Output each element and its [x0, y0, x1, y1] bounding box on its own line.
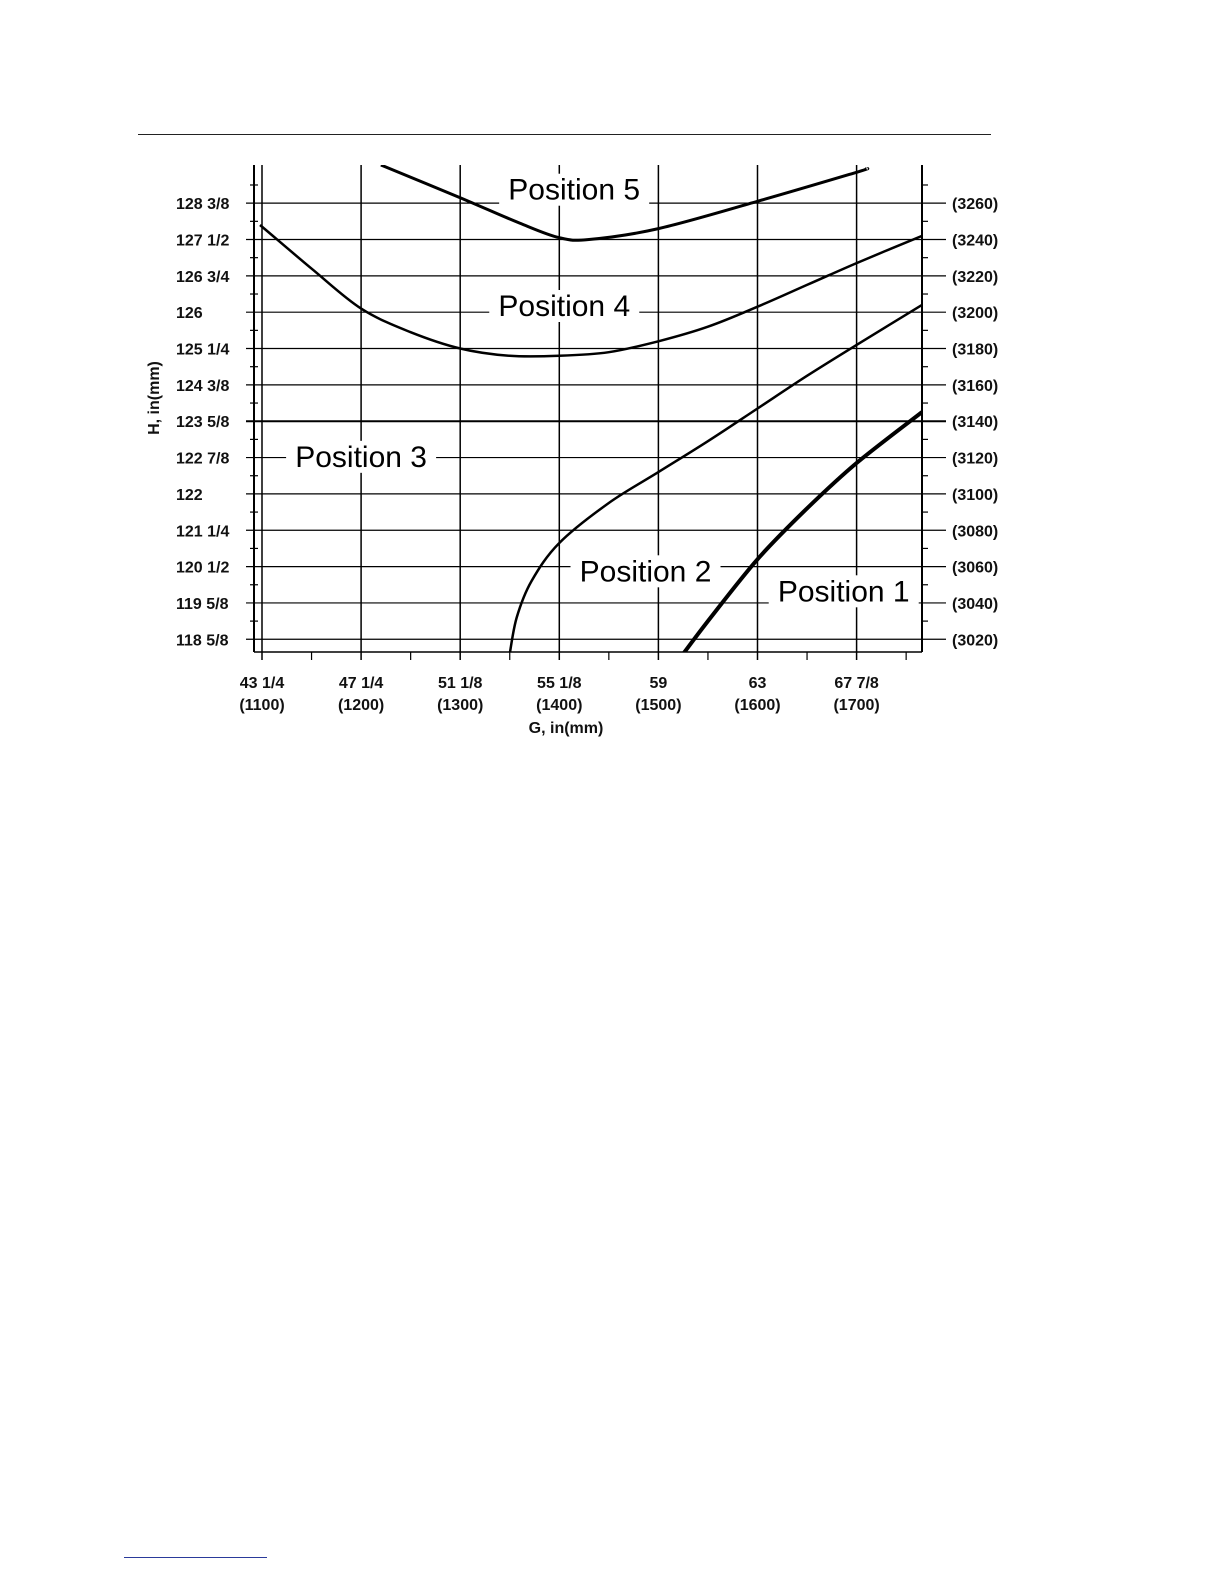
x-tick-label-in: 67 7/8	[834, 675, 879, 692]
y-tick-label-in: 126 3/4	[176, 268, 230, 286]
y-tick-label-in: 123 5/8	[176, 414, 230, 432]
y-tick-label-mm: (3040)	[952, 595, 999, 613]
x-tick-label-mm: (1500)	[635, 697, 682, 714]
x-tick-label-in: 51 1/8	[437, 675, 483, 692]
y-tick-label-mm: (3180)	[952, 341, 999, 359]
y-tick-label-in: 126	[176, 305, 203, 323]
y-tick-label-mm: (3200)	[952, 305, 999, 323]
y-tick-label-mm: (3260)	[952, 196, 999, 214]
y-tick-label-mm: (3020)	[952, 632, 999, 650]
bottom-rule	[124, 1557, 267, 1558]
y-tick-label-mm: (3080)	[952, 523, 999, 541]
y-tick-label-mm: (3060)	[952, 559, 999, 577]
x-tick-label-in: 43 1/4	[239, 675, 285, 692]
x-tick-label-mm: (1400)	[536, 697, 583, 714]
y-tick-label-in: 118 5/8	[176, 632, 229, 650]
y-tick-label-mm: (3140)	[952, 414, 999, 432]
x-tick-label-mm: (1300)	[437, 697, 484, 714]
y-tick-label-mm: (3100)	[952, 486, 999, 504]
label-position-4: Position 4	[498, 290, 631, 324]
y-tick-label-in: 125 1/4	[176, 341, 230, 359]
y-tick-label-in: 119 5/8	[176, 595, 229, 613]
x-tick-label-mm: (1100)	[239, 697, 285, 714]
y-tick-label-in: 122	[176, 486, 203, 504]
x-tick-label-in: 63	[748, 675, 767, 692]
series-line-position-1	[683, 412, 922, 654]
x-tick-label-in: 47 1/4	[338, 675, 384, 692]
y-tick-label-in: 120 1/2	[176, 559, 230, 577]
x-tick-label-mm: (1200)	[337, 697, 385, 714]
x-tick-label-in: 55 1/8	[537, 675, 582, 692]
label-position-2: Position 2	[579, 555, 712, 589]
y-tick-label-mm: (3240)	[952, 232, 999, 250]
chart-svg	[0, 0, 1224, 760]
y-tick-label-mm: (3120)	[952, 450, 999, 468]
x-tick-label-mm: (1700)	[833, 697, 880, 714]
y-tick-label-in: 122 7/8	[176, 450, 230, 468]
y-tick-label-in: 128 3/8	[176, 196, 230, 214]
label-position-5: Position 5	[508, 173, 641, 207]
y-tick-label-in: 121 1/4	[176, 523, 230, 541]
y-tick-label-mm: (3220)	[952, 268, 999, 286]
label-position-1: Position 1	[777, 575, 910, 609]
label-position-3: Position 3	[295, 440, 427, 474]
y-tick-label-in: 124 3/8	[176, 377, 230, 395]
x-tick-label-in: 59	[649, 675, 668, 692]
x-tick-label-mm: (1600)	[734, 697, 781, 714]
y-axis-title: H, in(mm)	[146, 361, 163, 435]
y-tick-label-mm: (3160)	[952, 377, 999, 395]
y-tick-label-in: 127 1/2	[176, 232, 230, 250]
x-axis-title: G, in(mm)	[528, 720, 604, 737]
